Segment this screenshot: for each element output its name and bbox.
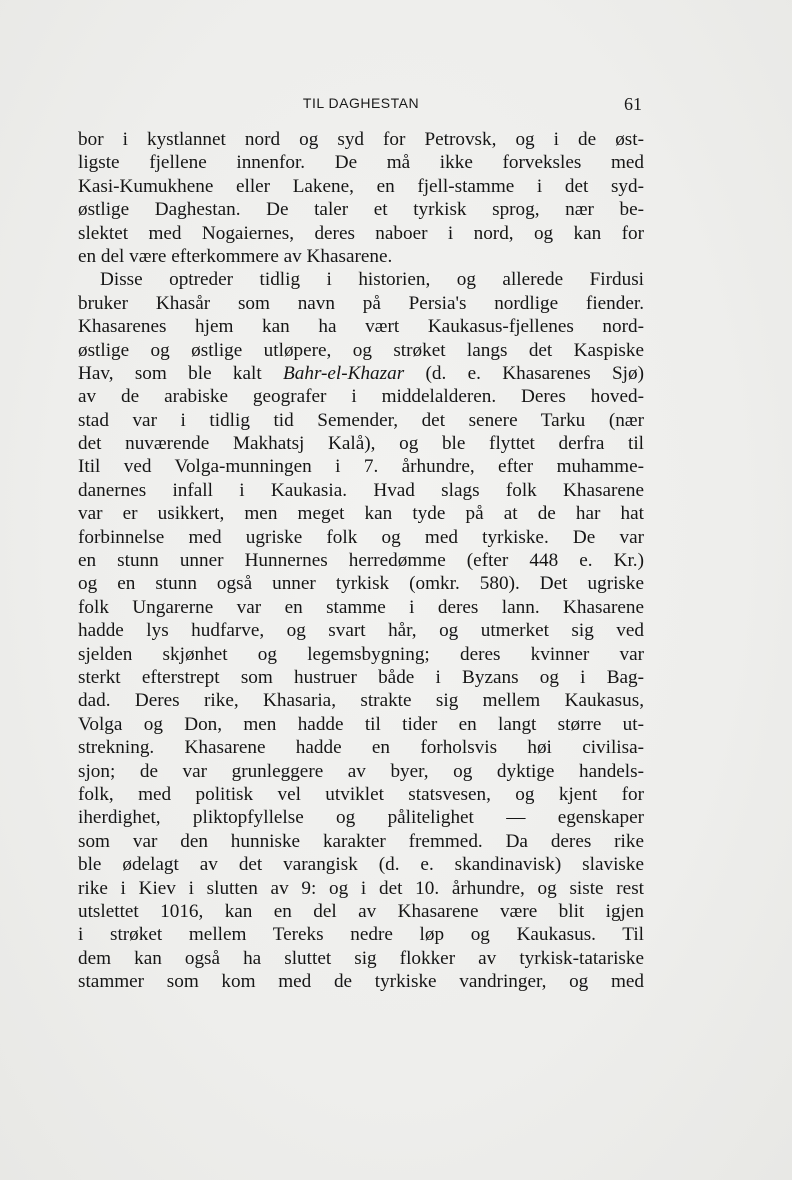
running-head xyxy=(78,95,644,117)
text-line-11-tail: (d. e. Khasarenes Sjø) xyxy=(404,362,644,384)
page-number: 61 xyxy=(624,94,642,114)
text-line-16: danernes infall i Kaukasia. Hvad slags folk Khasarene xyxy=(78,479,644,501)
text-line-18: forbinnelse med ugriske folk og med tyrkiske. De var xyxy=(78,526,644,548)
text-line-35: i strøket mellem Tereks nedre løp og Kaukasus. Til xyxy=(78,924,644,946)
text-line-11-head: Hav, som ble kalt xyxy=(78,362,284,384)
text-line-15: Itil ved Volga-munningen i 7. århundre, efter muhamme- xyxy=(78,456,644,478)
text-line-9: Khasarenes hjem kan ha vært Kaukasus-fjellenes nord- xyxy=(78,316,644,338)
text-line-22: hadde lys hudfarve, og svart hår, og utmerket sig ved xyxy=(78,620,644,642)
text-line-29: folk, med politisk vel utviklet statsvesen, og kjent for xyxy=(78,783,644,805)
text-line-36: dem kan også ha sluttet sig flokker av tyrkisk-tatariske xyxy=(78,947,644,969)
text-line-23: sjelden skjønhet og legemsbygning; deres kvinner var xyxy=(78,643,644,665)
text-line-17: var er usikkert, men meget kan tyde på at de har hat xyxy=(78,503,644,525)
text-line-1: bor i kystlannet nord og syd for Petrovsk, og i de øst- xyxy=(78,129,644,150)
text-line-21: folk Ungarerne var en stamme i deres lann. Khasarene xyxy=(78,596,644,618)
text-line-27: strekning. Khasarene hadde en forholsvis høi civilisa- xyxy=(78,737,644,759)
text-line-37: stammer som kom med de tyrkiske vandringer, og med xyxy=(78,971,644,993)
text-line-32: ble ødelagt av det varangisk (d. e. skandinavisk) slaviske xyxy=(78,854,644,876)
text-line-8: bruker Khasår som navn på Persia's nordlige fiender. xyxy=(78,292,644,314)
text-line-28: sjon; de var grunleggere av byer, og dyktige handels- xyxy=(78,760,644,782)
italic-term: Bahr-el-Khazar xyxy=(283,362,405,384)
text-line-2: ligste fjellene innenfor. De må ikke forveksles med xyxy=(78,152,644,174)
text-line-7: Disse optreder tidlig i historien, og allerede Firdusi xyxy=(100,269,644,291)
running-title: TIL DAGHESTAN xyxy=(302,95,420,111)
text-line-31: som var den hunniske karakter fremmed. Da deres rike xyxy=(78,830,644,852)
text-line-3: Kasi-Kumukhene eller Lakene, en fjell-stamme i det syd- xyxy=(78,175,644,197)
text-line-33: rike i Kiev i slutten av 9: og i det 10. århundre, og siste rest xyxy=(78,877,644,899)
text-line-12: av de arabiske geografer i middelalderen. Deres hoved- xyxy=(78,386,644,408)
text-line-4: østlige Daghestan. De taler et tyrkisk sprog, nær be- xyxy=(78,199,644,221)
text-line-34: utslettet 1016, kan en del av Khasarene være blit igjen xyxy=(78,900,644,922)
text-line-13: stad var i tidlig tid Semender, det senere Tarku (nær xyxy=(78,409,644,431)
text-line-26: Volga og Don, men hadde til tider en langt større ut- xyxy=(78,713,644,735)
text-line-24: sterkt efterstrept som hustruer både i Byzans og i Bag- xyxy=(78,666,644,688)
text-line-11 xyxy=(78,362,644,385)
text-line-6: en del være efterkommere av Khasarene. xyxy=(78,245,393,267)
text-line-20: og en stunn også unner tyrkisk (omkr. 580). Det ugriske xyxy=(78,573,644,595)
text-line-25: dad. Deres rike, Khasaria, strakte sig mellem Kaukasus, xyxy=(78,690,644,712)
text-line-19: en stunn unner Hunnernes herredømme (efter 448 e. Kr.) xyxy=(78,550,644,572)
text-line-5: slektet med Nogaiernes, deres naboer i nord, og kan for xyxy=(78,222,644,244)
text-line-10: østlige og østlige utløpere, og strøket langs det Kaspiske xyxy=(78,339,644,361)
text-line-30: iherdighet, pliktopfyllelse og pålitelighet — egenskaper xyxy=(78,807,644,829)
body-text xyxy=(78,128,644,993)
text-line-14: det nuværende Makhatsj Kalå), og ble flyttet derfra til xyxy=(78,433,644,455)
